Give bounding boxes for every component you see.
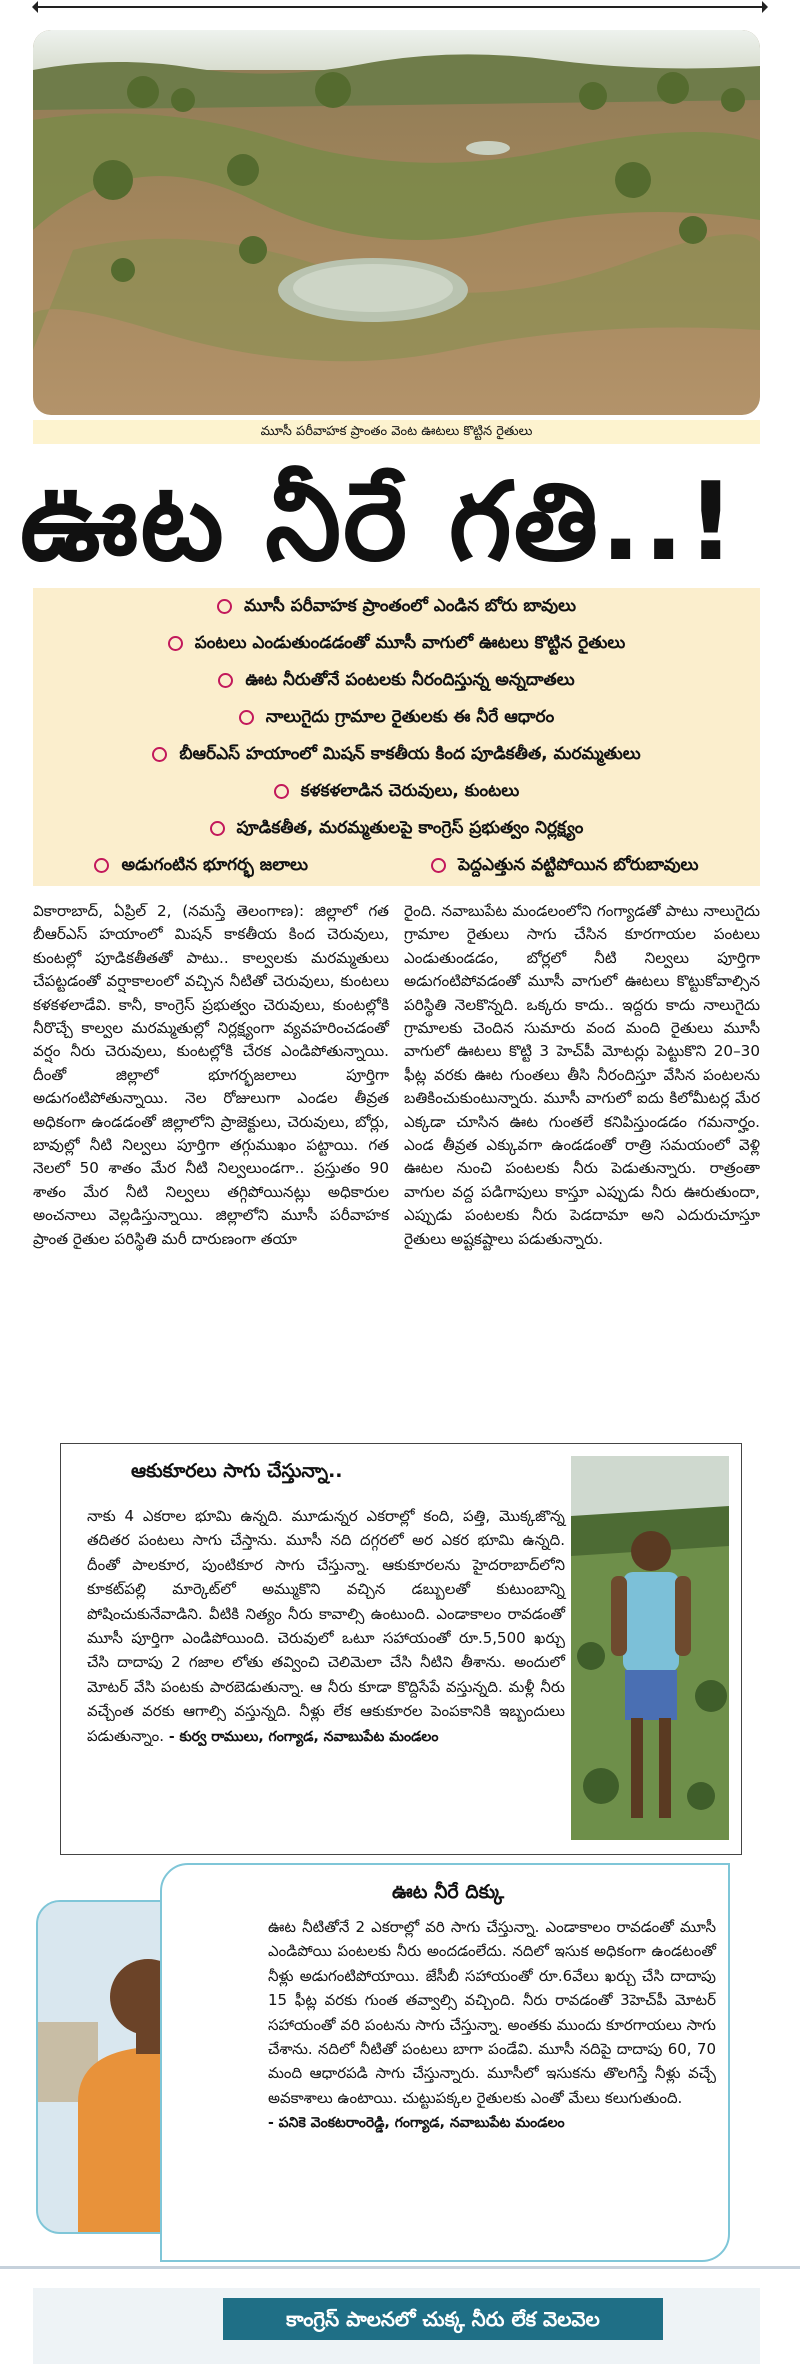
quote-body: ఊట నీటితోనే 2 ఎకరాల్లో వరి సాగు చేస్తున్నా. ఎండాకాలం రావడంతో మూసీ ఎండిపోయి పంటలకు నీరు అందడంలేదు. నదిలో ఇసుక అధికంగా ఉండటంతో నీళ్లు అడుగంటిపోయాయి. జేసీబీ సహాయంతో రూ.6వేలు ఖర్చు చేసి దాదాపు 15 ఫీట్ల వరకు గుంత తవ్వాల్సి వచ్చింది. నీరు రావడంతో 3హెచ్‌పీ మోటర్‌ సహాయంతో వరి పంటను సాగు చేస్తున్నా. అంతకు ముందు కూరగాయలు సాగు చేశాను. నదిలో నీటితో పంటలు బాగా పండేవి. మూసీ నదిపై దాదాపు 60, 70 మంది ఆధారపడి సాగు చేస్తున్నారు. మూసీలో ఇసుకను తొలగిస్తే నీళ్లు వచ్చే అవకాశాలు ఉంటాయి. చుట్టుపక్కల రైతులకు ఎంతో మేలు కలుగుతుంది. - పనికె వెంకటరాంరెడ్డి, గంగ్యాడ, నవాబుపేట మండలం [268, 1918, 716, 2132]
bullet-icon [168, 636, 183, 651]
highlight-item: పంటలు ఎండుతుండడంతో మూసీ వాగులో ఊటలు కొట్టిన రైతులు [33, 625, 760, 662]
quote-body: నాకు 4 ఎకరాల భూమి ఉన్నది. మూడున్నర ఎకరాల్లో కంది, పత్తి, మొక్కజొన్న తదితర పంటలు సాగు చేస్తాను. మూసీ నది దగ్గరలో అర ఎకర భూమి ఉన్నది. దీంతో పాలకూర, పుంటికూర సాగు చేస్తున్నా. ఆకుకూరలను హైదరాబాద్‌లోని కూకట్‌పల్లి మార్కెట్‌లో అమ్ముకొని వచ్చిన డబ్బులతో కుటుంబాన్ని పోషించుకునేవాడిని. వీటికి నిత్యం నీరు కావాల్సి ఉంటుంది. ఎండాకాలం రావడంతో మూసీ పూర్తిగా ఎండిపోయింది. చెరువులో ఒటూ సహాయంతో రూ.5,500 ఖర్చు చేసి దాదాపు 2 గజాల లోతు తవ్వించి చెలిమెలా చేసి నీటిని తీశాను. అందులో మోటర్‌ వేసి పంటకు పారబెడుతున్నా. ఆ నీరు కూడా కొద్దిసేపే వస్తున్నది. మళ్లీ నీరు వచ్చేంత వరకు ఆగాల్సి వస్తున్నది. నీళ్లు లేక ఆకుకూరల పెంపకానికి ఇబ్బందులు పడుతున్నాం. - కుర్వ రాములు, గంగ్యాడ, నవాబుపేట మండలం [87, 1507, 565, 1745]
article-column-right: రైంది. నవాబుపేట మండలంలోని గంగ్యాడతో పాటు నాలుగైదు గ్రామాల రైతులు సాగు చేసిన కూరగాయల పంటలు ఎండుతుండడం, బోర్లలో నీటి నిల్వలు పూర్తిగా అడుగంటిపోవడంతో మూసీ వాగులో ఊటలు కొట్టుకోవాల్సిన పరిస్థితి నెలకొన్నది. ఒక్కరు కాదు.. ఇద్దరు కాదు నాలుగైదు గ్రామాలకు చెందిన సుమారు వంద మంది రైతులు మూసీ వాగులో ఊటలు కొట్టి 3 హెచ్‌పీ మోటర్లు పెట్టుకొని 20–30 ఫీట్ల వరకు ఊట గుంతలు తీసి నీరందిస్తూ వేసిన పంటలను బతికించుకుంటున్నారు. మూసీ వాగులో ఐదు కిలోమీటర్ల మేర ఎక్కడా చూసిన ఊట గుంతలే కనిపిస్తుండడం గమనార్హం. ఎండ తీవ్రత ఎక్కువగా ఉండడంతో రాత్రి సమయంలో వెళ్లి ఊటల నుంచి పంటలకు నీరు పెడుతున్నారు. రాత్రంతా వాగుల వద్ద పడిగాపులు కాస్తూ ఎప్పుడు నీరు ఊరుతుందా, ఎప్పుడు పంటలకు నీరు పెడదామా అని ఎదురుచూస్తూ రైతులు అష్టకష్టాలు పడుతున్నారు. [404, 902, 760, 1248]
bullet-icon [274, 784, 289, 799]
article-column-left: వికారాబాద్‌, ఏప్రిల్‌ 2, (నమస్తే తెలంగాణ): జిల్లాలో గత బీఆర్‌ఎస్‌ హయాంలో మిషన్‌ కాకతీయ కింద చెరువులు, కుంటల్లో పూడికతీతతో పాటు.. కాల్వలకు మరమ్మతులు చేపట్టడంతో వర్షాకాలంలో వచ్చిన నీటితో చెరువులు, కుంటలు కళకళలాడేవి. కానీ, కాంగ్రెస్‌ ప్రభుత్వం చెరువులు, కుంటల్లోకి నీరొచ్చే కాల్వల మరమ్మతుల్లో నిర్లక్ష్యంగా వ్యవహరించడంతో వర్షం నీరు చెరువులు, కుంటల్లోకి చేరక ఎండిపోతున్నాయి. దీంతో జిల్లాలో భూగర్భజలాలు పూర్తిగా అడుగంటిపోతున్నాయి. నెల రోజులుగా ఎండల తీవ్రత అధికంగా ఉండడంతో జిల్లాలోని ప్రాజెక్టులు, చెరువులు, బోర్లు, బావుల్లో నీటి నిల్వలు పూర్తిగా తగ్గుముఖం పట్టాయి. గత నెలలో 50 శాతం మేర నీటి నిల్వలుండగా.. ప్రస్తుతం 90 శాతం మేర నీటి నిల్వలు తగ్గిపోయినట్లు అధికారుల అంచనాలు వెల్లడిస్తున్నాయి. జిల్లాలోని మూసీ పరీవాహక ప్రాంత రైతుల పరిస్థితి మరీ దారుణంగా తయా [33, 902, 389, 1248]
quote-signature: - కుర్వ రాములు, గంగ్యాడ, నవాబుపేట మండలం [168, 1728, 439, 1745]
farmer-photo [571, 1456, 729, 1840]
bullet-icon [94, 858, 109, 873]
highlight-item: పూడికతీత, మరమ్మతులపై కాంగ్రెస్‌ ప్రభుత్వం నిర్లక్ష్యం [33, 810, 760, 847]
bullet-icon [218, 673, 233, 688]
quote-title: ఊట నీరే దిక్కు [392, 1881, 505, 1903]
top-rule [36, 6, 764, 8]
highlight-item: బీఆర్‌ఎస్‌ హయాంలో మిషన్‌ కాకతీయ కింద పూడికతీత, మరమ్మతులు [33, 736, 760, 773]
next-story-banner: కాంగ్రెస్‌ పాలనలో చుక్క నీరు లేక వెలవెల [223, 2298, 663, 2340]
dry-riverbed-photo [33, 30, 760, 415]
bullet-icon [239, 710, 254, 725]
highlight-item-split: అడుగంటిన భూగర్భ జలాలు పెద్దఎత్తున వట్టిపోయిన బోరుబావులు [33, 847, 760, 884]
highlights-box [33, 588, 760, 886]
farmer-quote-box-1 [60, 1443, 742, 1855]
next-story-strip [33, 2288, 760, 2364]
bullet-icon [431, 858, 446, 873]
quote-title: ఆకుకూరలు సాగు చేస్తున్నా.. [131, 1460, 343, 1482]
highlight-item: మూసీ పరీవాహక ప్రాంతంలో ఎండిన బోరు బావులు [33, 588, 760, 625]
photo-caption: మూసీ పరీవాహక ప్రాంతం వెంట ఊటలు కొట్టిన రైతులు [33, 420, 760, 444]
farmer-quote-box-2 [160, 1863, 730, 2262]
headline: ఊట నీరే గతి..! [20, 460, 738, 585]
bullet-icon [217, 599, 232, 614]
highlight-item: ఊట నీరుతోనే పంటలకు నీరందిస్తున్న అన్నదాతలు [33, 662, 760, 699]
section-divider [0, 2266, 800, 2269]
highlight-item: కళకళలాడిన చెరువులు, కుంటలు [33, 773, 760, 810]
bullet-icon [210, 821, 225, 836]
quote-signature: - పనికె వెంకటరాంరెడ్డి, గంగ్యాడ, నవాబుపేట మండలం [268, 2115, 565, 2132]
bullet-icon [152, 747, 167, 762]
highlight-item: నాలుగైదు గ్రామాల రైతులకు ఈ నీరే ఆధారం [33, 699, 760, 736]
